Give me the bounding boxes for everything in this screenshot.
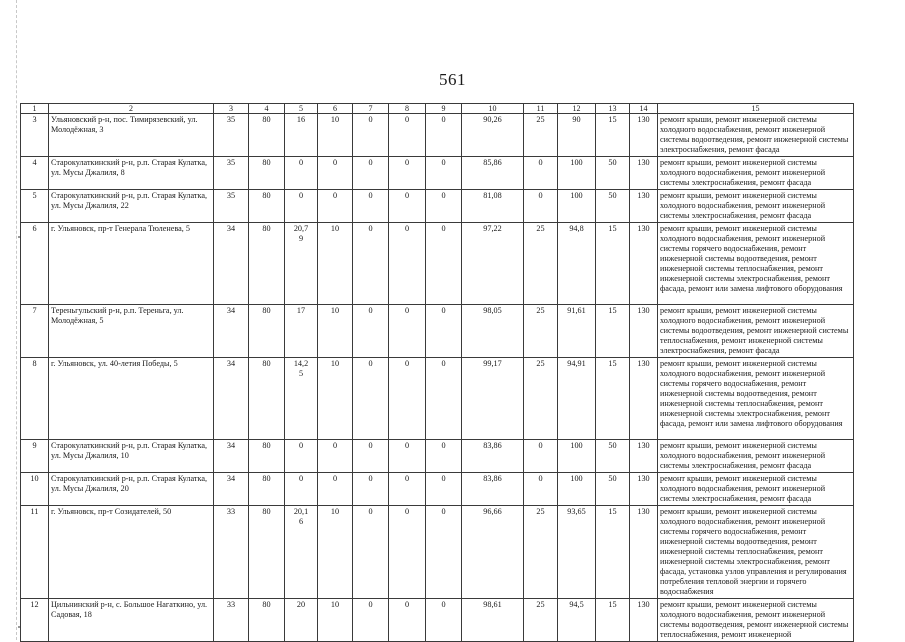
value-cell: 50: [596, 190, 630, 223]
value-cell: 80: [249, 114, 285, 157]
value-cell: 80: [249, 506, 285, 599]
works-cell: ремонт крыши, ремонт инженерной системы холодного водоснабжения, ремонт инженерной системы водоотведения, ремонт инженерной системы теплоснабжения, ремонт инженерной: [658, 599, 854, 642]
repair-program-table: [20, 103, 854, 642]
value-cell: 0: [524, 190, 558, 223]
value-cell: 0: [389, 599, 426, 642]
column-header: 8: [389, 104, 426, 114]
address-cell: Старокулаткинский р-н, р.п. Старая Кулатка, ул. Мусы Джалиля, 20: [49, 473, 214, 506]
address-cell: Старокулаткинский р-н, р.п. Старая Кулатка, ул. Мусы Джалиля, 8: [49, 157, 214, 190]
table-body: [21, 114, 854, 642]
value-cell: 50: [596, 473, 630, 506]
works-cell: ремонт крыши, ремонт инженерной системы холодного водоснабжения, ремонт инженерной системы горячего водоснабжения, ремонт инженерной системы водоотведения, ремонт инженерной системы теплоснабжения, ремонт инженерной системы электроснабжения, ремонт фасада, установка узлов управления и регулирования потребления тепловой энергии и горячего водоснабжения: [658, 506, 854, 599]
value-cell: 0: [524, 473, 558, 506]
value-cell: 130: [630, 305, 658, 358]
value-cell: 10: [318, 114, 353, 157]
address-cell: Старокулаткинский р-н, р.п. Старая Кулатка, ул. Мусы Джалиля, 10: [49, 440, 214, 473]
value-cell: 0: [353, 358, 389, 440]
column-header: 1: [21, 104, 49, 114]
value-cell: 130: [630, 473, 658, 506]
value-cell: 94,91: [558, 358, 596, 440]
column-header: 13: [596, 104, 630, 114]
scan-edge-marks: [16, 0, 18, 640]
value-cell: 83,86: [462, 440, 524, 473]
table-row: [21, 440, 854, 473]
value-cell: 85,86: [462, 157, 524, 190]
value-cell: 10: [318, 358, 353, 440]
value-cell: 17: [285, 305, 318, 358]
column-header: 6: [318, 104, 353, 114]
works-cell: ремонт крыши, ремонт инженерной системы холодного водоснабжения, ремонт инженерной системы горячего водоснабжения, ремонт инженерной системы водоотведения, ремонт инженерной системы теплоснабжения, ремонт инженерной системы электроснабжения, ремонт фасада, ремонт или замена лифтового оборудования: [658, 358, 854, 440]
value-cell: 0: [353, 114, 389, 157]
value-cell: 33: [214, 506, 249, 599]
value-cell: 35: [214, 114, 249, 157]
value-cell: 25: [524, 305, 558, 358]
value-cell: 20,1 6: [285, 506, 318, 599]
value-cell: 0: [285, 190, 318, 223]
value-cell: 100: [558, 473, 596, 506]
value-cell: 15: [596, 599, 630, 642]
column-header: 7: [353, 104, 389, 114]
address-cell: Цильнинский р-н, с. Большое Нагаткино, ул. Садовая, 18: [49, 599, 214, 642]
value-cell: 33: [214, 599, 249, 642]
value-cell: 10: [318, 223, 353, 305]
address-cell: г. Ульяновск, пр-т Генерала Тюленева, 5: [49, 223, 214, 305]
column-header: 12: [558, 104, 596, 114]
row-number-cell: 8: [21, 358, 49, 440]
value-cell: 0: [389, 190, 426, 223]
value-cell: 10: [318, 506, 353, 599]
column-header: 14: [630, 104, 658, 114]
value-cell: 80: [249, 190, 285, 223]
row-number-cell: 12: [21, 599, 49, 642]
value-cell: 0: [353, 473, 389, 506]
value-cell: 130: [630, 599, 658, 642]
value-cell: 25: [524, 114, 558, 157]
value-cell: 25: [524, 506, 558, 599]
value-cell: 90,26: [462, 114, 524, 157]
value-cell: 93,65: [558, 506, 596, 599]
value-cell: 0: [426, 440, 462, 473]
table-row: [21, 114, 854, 157]
value-cell: 20: [285, 599, 318, 642]
value-cell: 0: [353, 157, 389, 190]
value-cell: 25: [524, 358, 558, 440]
value-cell: 15: [596, 305, 630, 358]
value-cell: 0: [389, 506, 426, 599]
works-cell: ремонт крыши, ремонт инженерной системы холодного водоснабжения, ремонт инженерной системы водоотведения, ремонт инженерной системы теплоснабжения, ремонт инженерной системы электроснабжения, ремонт фасада: [658, 305, 854, 358]
works-cell: ремонт крыши, ремонт инженерной системы холодного водоснабжения, ремонт инженерной системы электроснабжения, ремонт фасада: [658, 473, 854, 506]
column-header: 10: [462, 104, 524, 114]
value-cell: 15: [596, 358, 630, 440]
value-cell: 0: [389, 440, 426, 473]
value-cell: 25: [524, 599, 558, 642]
address-cell: г. Ульяновск, пр-т Созидателей, 50: [49, 506, 214, 599]
value-cell: 80: [249, 223, 285, 305]
table-row: [21, 473, 854, 506]
value-cell: 81,08: [462, 190, 524, 223]
column-header: 5: [285, 104, 318, 114]
value-cell: 130: [630, 114, 658, 157]
value-cell: 0: [426, 223, 462, 305]
value-cell: 0: [285, 473, 318, 506]
value-cell: 130: [630, 358, 658, 440]
value-cell: 15: [596, 506, 630, 599]
value-cell: 90: [558, 114, 596, 157]
value-cell: 80: [249, 440, 285, 473]
value-cell: 10: [318, 305, 353, 358]
value-cell: 0: [353, 506, 389, 599]
row-number-cell: 9: [21, 440, 49, 473]
value-cell: 15: [596, 223, 630, 305]
value-cell: 0: [389, 223, 426, 305]
table-row: [21, 157, 854, 190]
address-cell: г. Ульяновск, ул. 40-летия Победы, 5: [49, 358, 214, 440]
value-cell: 98,05: [462, 305, 524, 358]
column-header: 9: [426, 104, 462, 114]
column-header: 3: [214, 104, 249, 114]
table-row: [21, 190, 854, 223]
value-cell: 0: [318, 440, 353, 473]
value-cell: 50: [596, 157, 630, 190]
column-header: 2: [49, 104, 214, 114]
value-cell: 34: [214, 440, 249, 473]
value-cell: 0: [389, 305, 426, 358]
value-cell: 35: [214, 157, 249, 190]
value-cell: 0: [353, 599, 389, 642]
value-cell: 0: [426, 190, 462, 223]
value-cell: 97,22: [462, 223, 524, 305]
works-cell: ремонт крыши, ремонт инженерной системы холодного водоснабжения, ремонт инженерной системы водоотведения, ремонт инженерной системы электроснабжения, ремонт фасада: [658, 114, 854, 157]
value-cell: 14,2 5: [285, 358, 318, 440]
value-cell: 0: [389, 114, 426, 157]
value-cell: 130: [630, 506, 658, 599]
row-number-cell: 6: [21, 223, 49, 305]
value-cell: 99,17: [462, 358, 524, 440]
value-cell: 16: [285, 114, 318, 157]
column-number-header: [21, 104, 854, 114]
value-cell: 15: [596, 114, 630, 157]
table-row: [21, 506, 854, 599]
value-cell: 0: [426, 506, 462, 599]
value-cell: 0: [353, 223, 389, 305]
value-cell: 80: [249, 157, 285, 190]
works-cell: ремонт крыши, ремонт инженерной системы холодного водоснабжения, ремонт инженерной системы электроснабжения, ремонт фасада: [658, 440, 854, 473]
value-cell: 94,5: [558, 599, 596, 642]
row-number-cell: 3: [21, 114, 49, 157]
value-cell: 80: [249, 473, 285, 506]
address-cell: Старокулаткинский р-н, р.п. Старая Кулатка, ул. Мусы Джалиля, 22: [49, 190, 214, 223]
address-cell: Ульяновский р-н, пос. Тимирязевский, ул. Молодёжная, 3: [49, 114, 214, 157]
value-cell: 0: [426, 114, 462, 157]
value-cell: 0: [426, 599, 462, 642]
value-cell: 34: [214, 305, 249, 358]
value-cell: 0: [318, 190, 353, 223]
row-number-cell: 7: [21, 305, 49, 358]
value-cell: 0: [426, 305, 462, 358]
value-cell: 100: [558, 157, 596, 190]
column-header: 15: [658, 104, 854, 114]
value-cell: 100: [558, 440, 596, 473]
value-cell: 0: [426, 157, 462, 190]
row-number-cell: 10: [21, 473, 49, 506]
table-row: [21, 599, 854, 642]
value-cell: 94,8: [558, 223, 596, 305]
value-cell: 20,7 9: [285, 223, 318, 305]
row-number-cell: 5: [21, 190, 49, 223]
value-cell: 0: [389, 473, 426, 506]
value-cell: 130: [630, 440, 658, 473]
value-cell: 91,61: [558, 305, 596, 358]
value-cell: 80: [249, 599, 285, 642]
value-cell: 0: [285, 440, 318, 473]
value-cell: 0: [389, 358, 426, 440]
value-cell: 80: [249, 358, 285, 440]
table-row: [21, 223, 854, 305]
row-number-cell: 11: [21, 506, 49, 599]
value-cell: 0: [353, 440, 389, 473]
value-cell: 130: [630, 190, 658, 223]
value-cell: 0: [426, 358, 462, 440]
value-cell: 25: [524, 223, 558, 305]
works-cell: ремонт крыши, ремонт инженерной системы холодного водоснабжения, ремонт инженерной системы электроснабжения, ремонт фасада: [658, 157, 854, 190]
value-cell: 35: [214, 190, 249, 223]
value-cell: 83,86: [462, 473, 524, 506]
column-header: 4: [249, 104, 285, 114]
value-cell: 0: [524, 157, 558, 190]
value-cell: 100: [558, 190, 596, 223]
table-row: [21, 358, 854, 440]
value-cell: 0: [318, 473, 353, 506]
value-cell: 0: [318, 157, 353, 190]
table-row: [21, 305, 854, 358]
works-cell: ремонт крыши, ремонт инженерной системы холодного водоснабжения, ремонт инженерной системы электроснабжения, ремонт фасада: [658, 190, 854, 223]
column-header: 11: [524, 104, 558, 114]
value-cell: 98,61: [462, 599, 524, 642]
value-cell: 10: [318, 599, 353, 642]
value-cell: 0: [389, 157, 426, 190]
value-cell: 96,66: [462, 506, 524, 599]
value-cell: 130: [630, 157, 658, 190]
value-cell: 0: [285, 157, 318, 190]
value-cell: 0: [353, 190, 389, 223]
value-cell: 0: [524, 440, 558, 473]
value-cell: 50: [596, 440, 630, 473]
value-cell: 0: [353, 305, 389, 358]
page-number: 561: [439, 70, 466, 89]
value-cell: 0: [426, 473, 462, 506]
value-cell: 130: [630, 223, 658, 305]
works-cell: ремонт крыши, ремонт инженерной системы холодного водоснабжения, ремонт инженерной системы горячего водоснабжения, ремонт инженерной системы водоотведения, ремонт инженерной системы теплоснабжения, ремонт инженерной системы электроснабжения, ремонт фасада, ремонт или замена лифтового оборудования: [658, 223, 854, 305]
value-cell: 34: [214, 358, 249, 440]
address-cell: Тереньгульский р-н, р.п. Тереньга, ул. Молодёжная, 5: [49, 305, 214, 358]
row-number-cell: 4: [21, 157, 49, 190]
value-cell: 34: [214, 473, 249, 506]
value-cell: 80: [249, 305, 285, 358]
value-cell: 34: [214, 223, 249, 305]
